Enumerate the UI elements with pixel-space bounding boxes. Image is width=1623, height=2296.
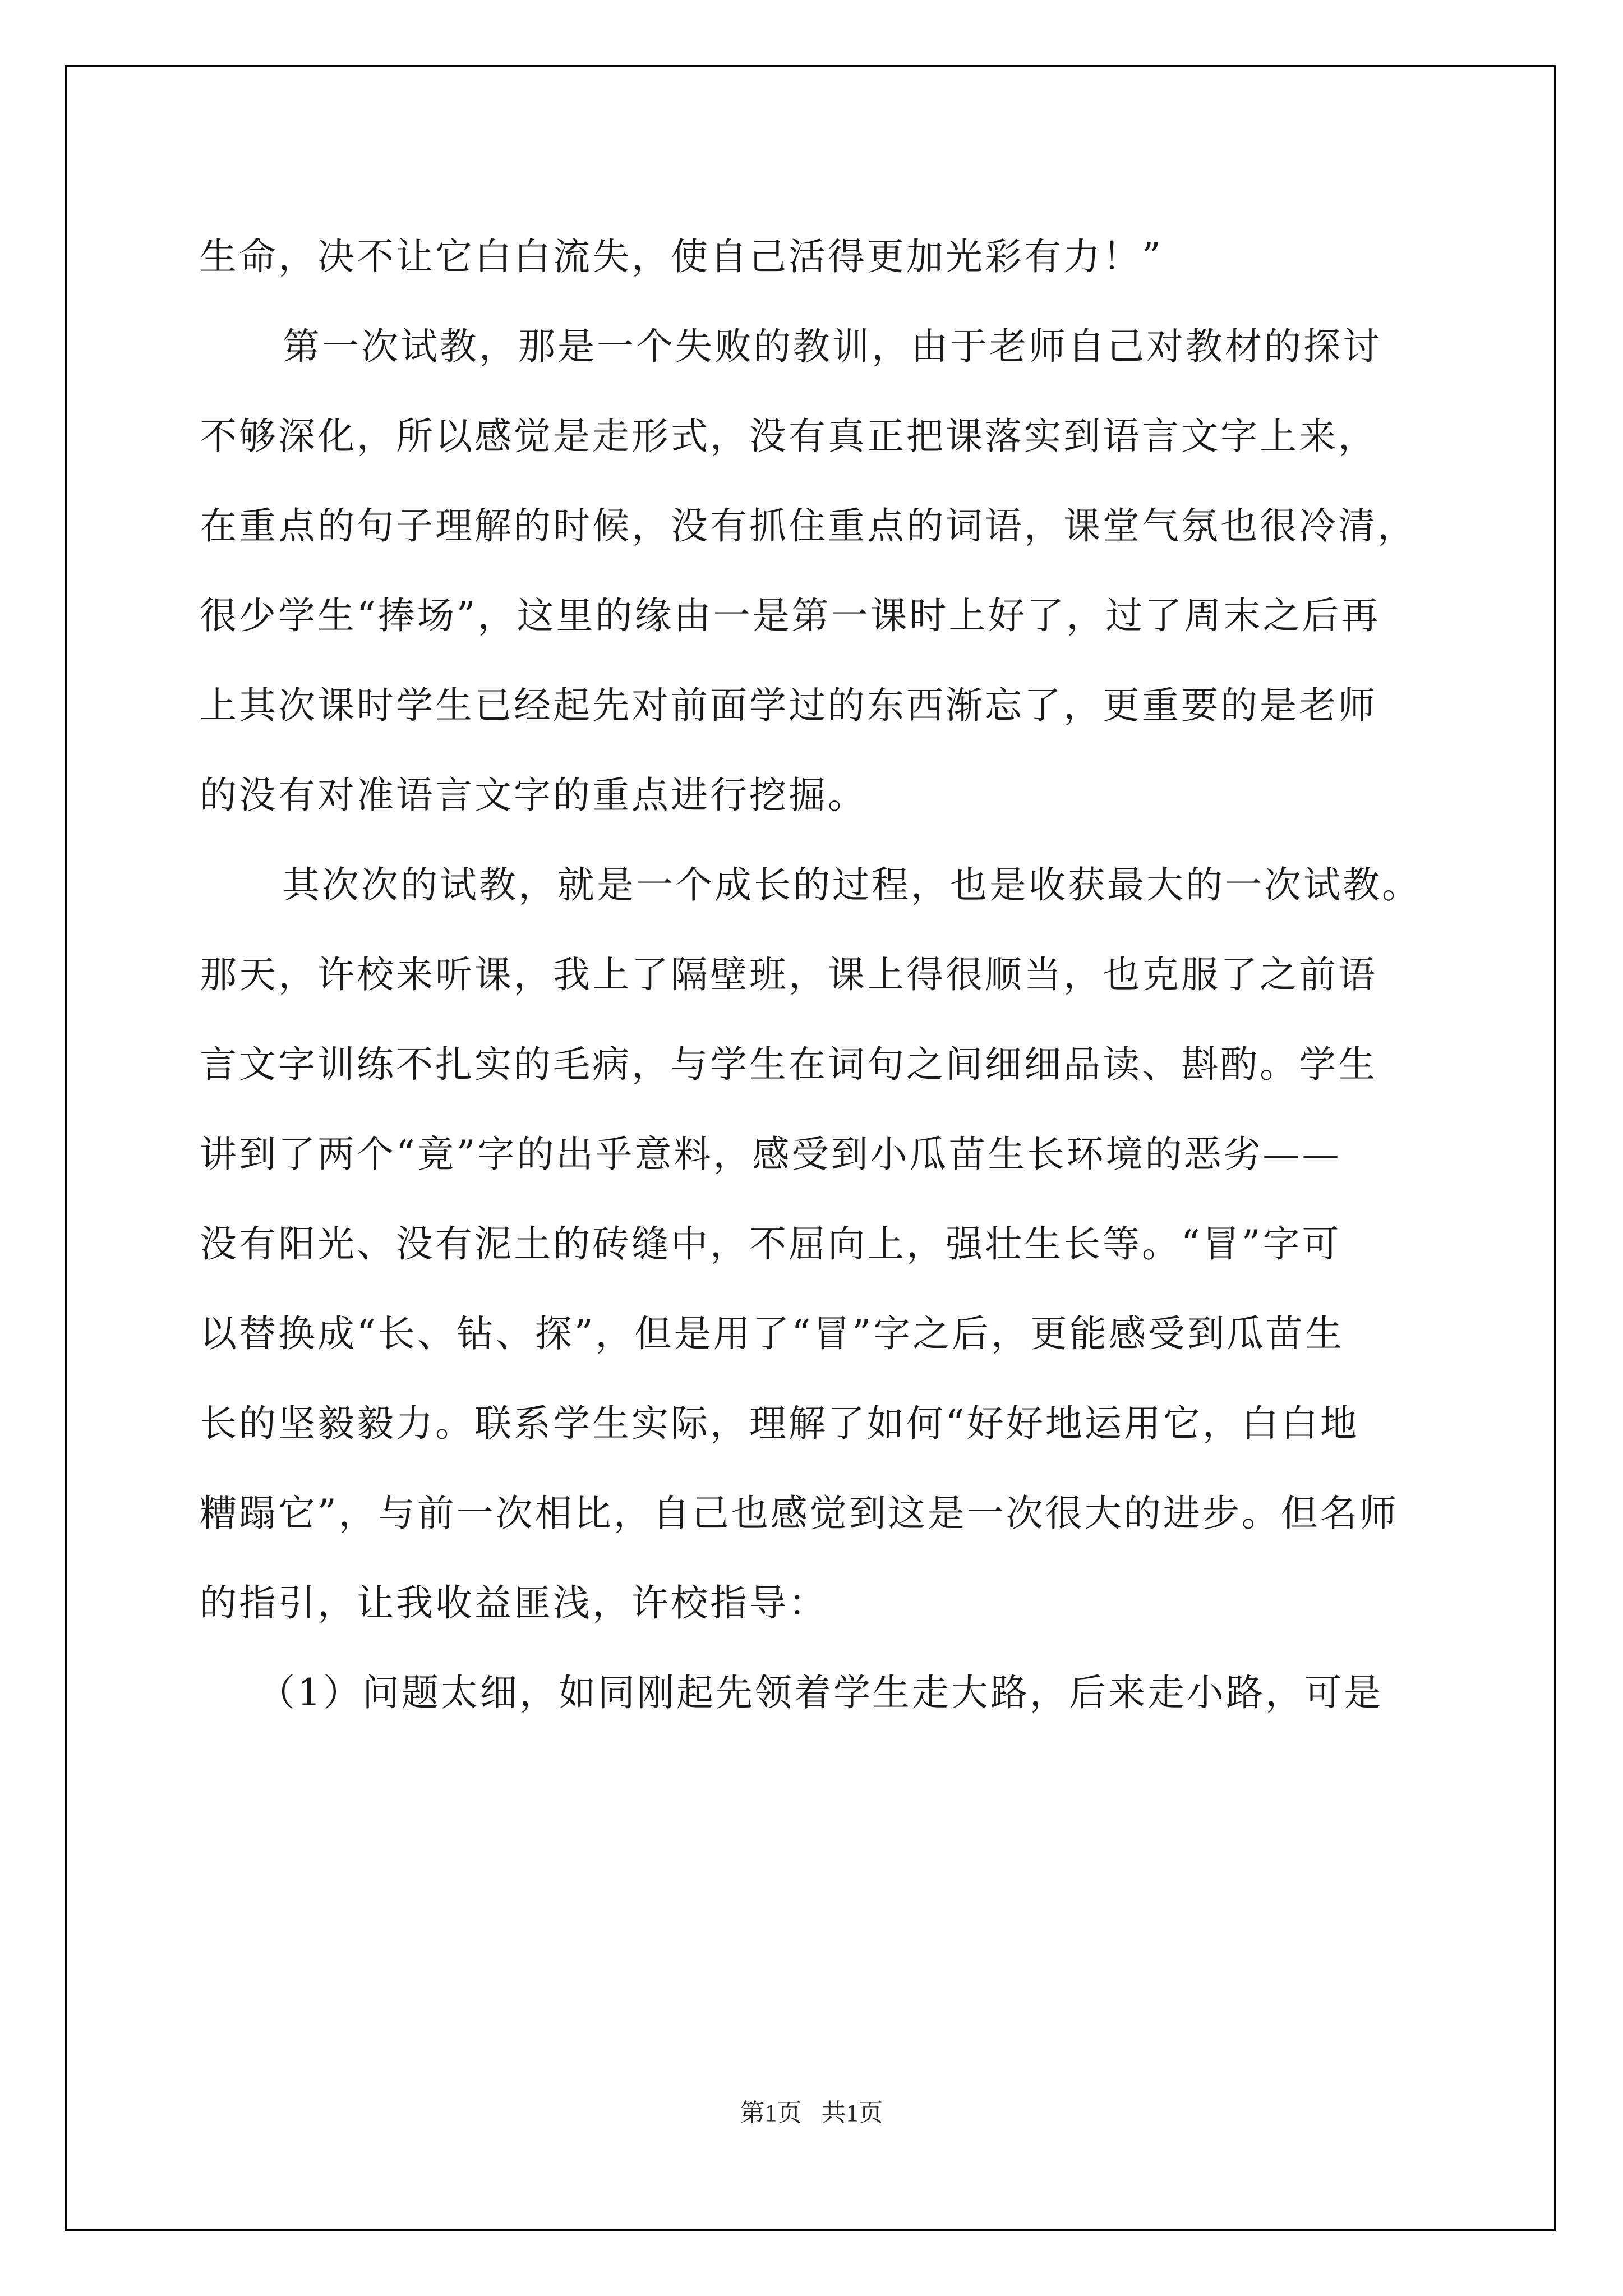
text-line: 言文字训练不扎实的毛病，与学生在词句之间细细品读、斟酌。学生 [200,1043,1377,1086]
text-line: 长的坚毅毅力。联系学生实际，理解了如何“好好地运用它，白白地 [200,1402,1359,1445]
text-line: 生命，决不让它白白流失，使自己活得更加光彩有力！” [200,235,1163,278]
paragraph-start-line: 其次次的试教，就是一个成长的过程，也是收获最大的一次试教。 [283,863,1421,907]
text-line: 没有阳光、没有泥土的砖缝中，不屈向上，强壮生长等。“冒”字可 [200,1222,1341,1266]
text-line: 那天，许校来听课，我上了隔壁班，课上得很顺当，也克服了之前语 [200,953,1377,996]
list-item-line: （1）问题太细，如同刚起先领着学生走大路，后来走小路，可是 [258,1671,1383,1714]
text-line: 以替换成“长、钻、探”，但是用了“冒”字之后，更能感受到瓜苗生 [200,1312,1344,1355]
text-line: 糟蹋它”，与前一次相比，自己也感觉到这是一次很大的进步。但名师 [200,1492,1399,1535]
text-line: 讲到了两个“竟”字的出乎意料，感受到小瓜苗生长环境的恶劣—— [200,1133,1341,1176]
page-footer [0,2092,1623,2128]
text-line: 在重点的句子理解的时候，没有抓住重点的词语，课堂气氛也很冷清， [200,504,1417,547]
text-line: 的没有对准语言文字的重点进行挖掘。 [200,774,867,817]
page-number-total: 共1页 [821,2099,883,2127]
text-line: 上其次课时学生已经起先对前面学过的东西渐忘了，更重要的是老师 [200,684,1377,727]
page-number-current: 第1页 [740,2099,802,2127]
text-line: 很少学生“捧场”，这里的缘由一是第一课时上好了，过了周末之后再 [200,594,1381,637]
paragraph-start-line: 第一次试教，那是一个失败的教训，由于老师自己对教材的探讨 [283,325,1382,368]
text-line: 的指引，让我收益匪浅，许校指导： [200,1581,828,1625]
text-line: 不够深化，所以感觉是走形式，没有真正把课落实到语言文字上来， [200,415,1377,458]
